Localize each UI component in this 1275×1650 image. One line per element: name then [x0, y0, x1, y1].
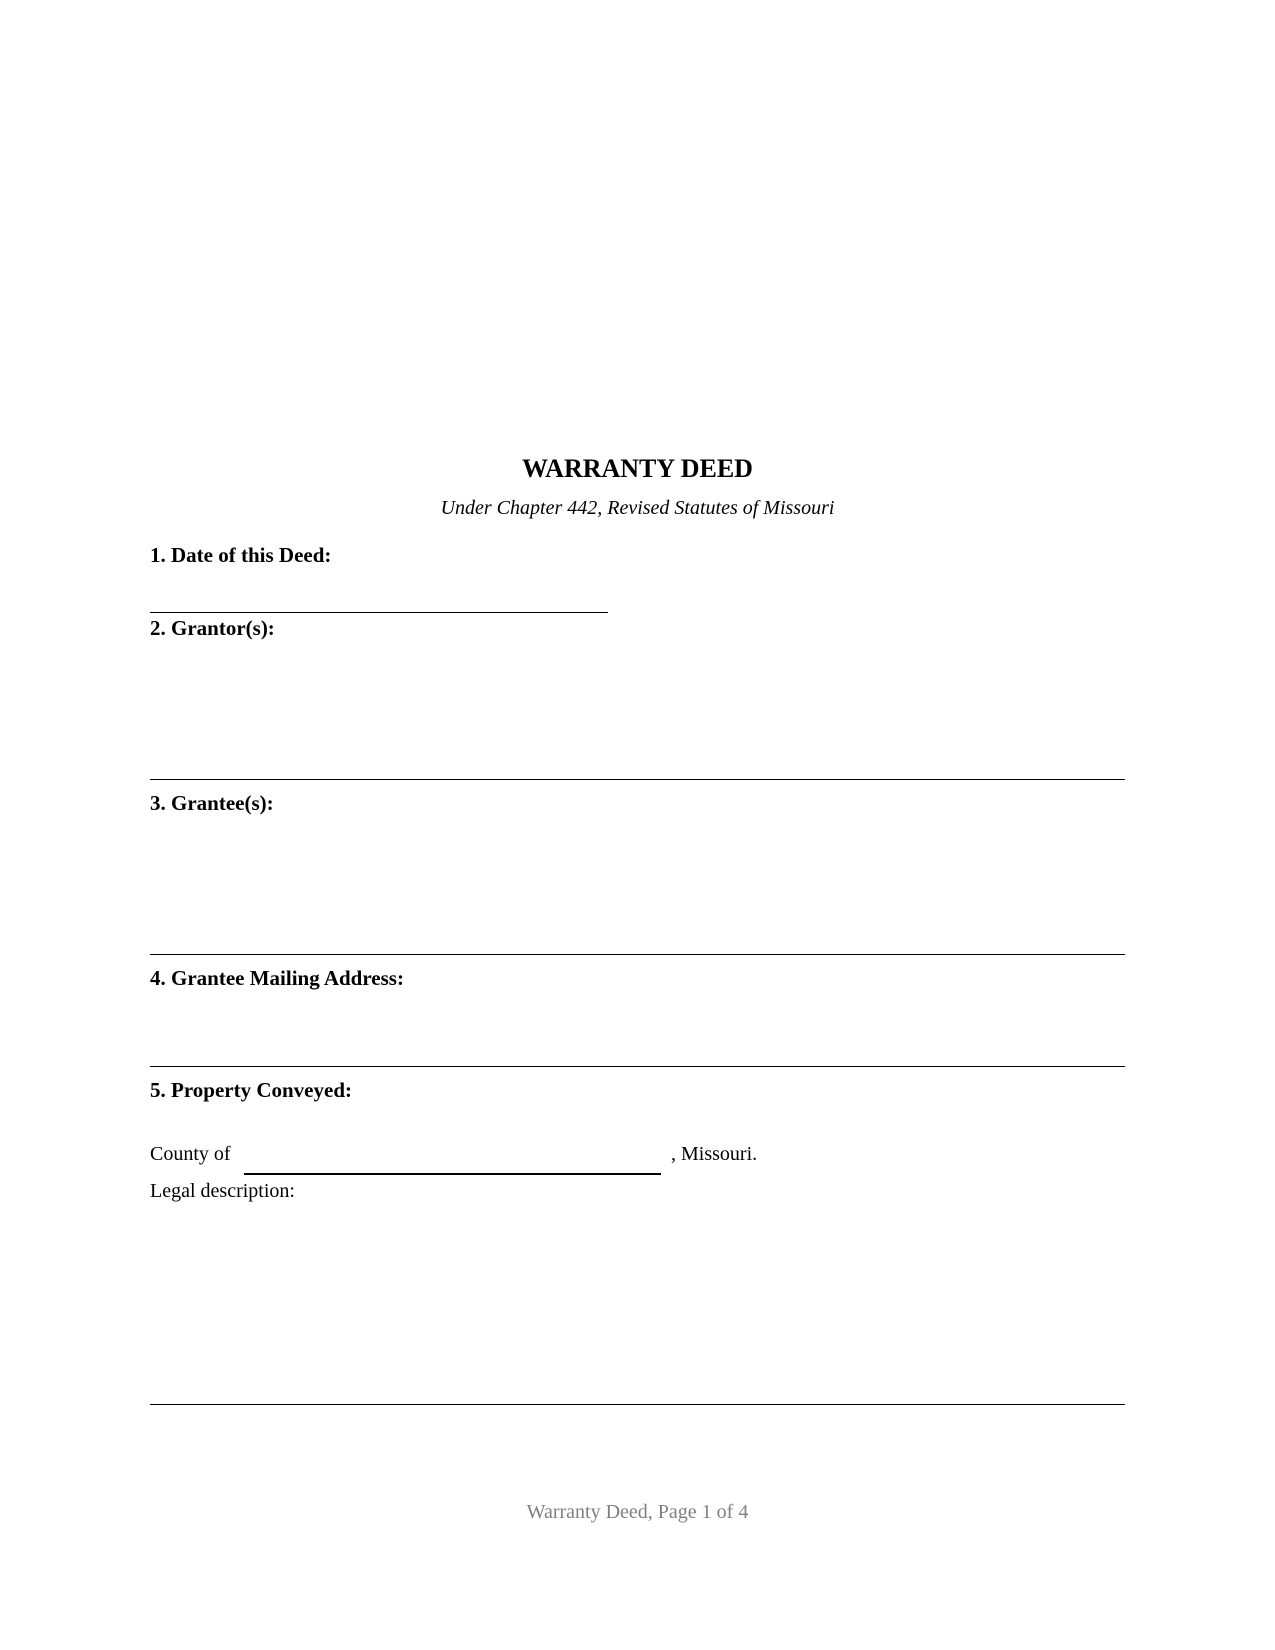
page-footer: Warranty Deed, Page 1 of 4	[526, 1501, 749, 1523]
grantee-line	[150, 954, 1125, 955]
mailing-line	[150, 1066, 1125, 1067]
county-state-suffix: , Missouri.	[671, 1143, 758, 1165]
date-line	[150, 612, 608, 613]
document-subtitle: Under Chapter 442, Revised Statutes of Missouri	[440, 497, 835, 519]
grantor-line	[150, 779, 1125, 780]
legal-description-label: Legal description:	[150, 1180, 295, 1202]
county-label: County of	[150, 1143, 231, 1165]
section-property-heading: 5. Property Conveyed:	[150, 1078, 352, 1102]
county-line	[244, 1173, 661, 1175]
section-mailing-heading: 4. Grantee Mailing Address:	[150, 966, 404, 990]
section-grantor-heading: 2. Grantor(s):	[150, 616, 275, 640]
section-date-heading: 1. Date of this Deed:	[150, 543, 332, 567]
legal-description-line	[150, 1404, 1125, 1405]
section-grantee-heading: 3. Grantee(s):	[150, 791, 274, 815]
document-title: WARRANTY DEED	[522, 454, 753, 483]
